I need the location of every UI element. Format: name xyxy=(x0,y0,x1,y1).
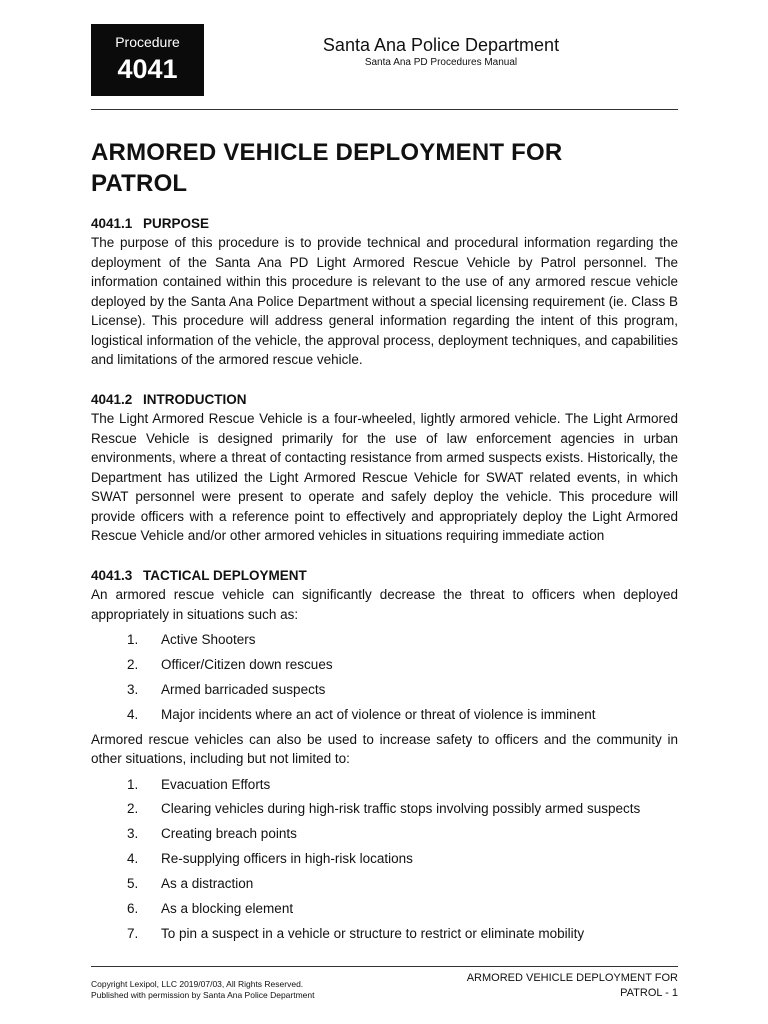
section-tactical-deployment xyxy=(91,566,678,949)
section-number: 4041.1 xyxy=(91,216,133,231)
list-item-text: Active Shooters xyxy=(161,632,256,647)
deployment-situations-list xyxy=(91,630,678,724)
list-item xyxy=(91,824,678,843)
list-item-number: 5. xyxy=(127,876,139,892)
other-uses-list xyxy=(91,775,678,943)
permission-text: Published with permission by Santa Ana Police Department xyxy=(91,990,315,1000)
list-item xyxy=(91,874,678,893)
section-heading xyxy=(91,566,678,585)
list-item-number: 3. xyxy=(127,681,139,697)
section-paragraph: The purpose of this procedure is to provide technical and procedural information regarding the deployment of the Santa Ana PD Light Armored Rescue Vehicle by Patrol personnel. The information contained within this procedure is relevant to the use of any armored rescue vehicle deployed by the Santa Ana Police Department without a special licensing requirement (ie. Class B License). This procedure will address general information regarding the intent of this program, logistical information of the vehicle, the approval process, deployment techniques, and capabilities and limitations of the armored rescue vehicle. xyxy=(91,235,678,367)
list-item xyxy=(91,849,678,868)
section-introduction xyxy=(91,390,678,546)
procedure-badge xyxy=(91,24,204,96)
section-paragraph: The Light Armored Rescue Vehicle is a four-wheeled, lightly armored vehicle. The Light Armored Rescue Vehicle is designed primarily for the use of law enforcement agencies in urban environments, where a threat of contacting resistance from armed suspects exists. Historically, the Department has utilized the Light Armored Rescue Vehicle for SWAT related events, in which SWAT personnel were present to operate and safely deploy the vehicle. This procedure will provide officers with a reference point to effectively and appropriately deploy the Light Armored Rescue Vehicle and/or other armored vehicles in situations requiring immediate action xyxy=(91,411,678,543)
list-item-number: 2. xyxy=(127,801,139,817)
list-item xyxy=(91,705,678,724)
list-item-text: Officer/Citizen down rescues xyxy=(161,656,333,672)
section-number: 4041.2 xyxy=(91,392,133,407)
list-item-number: 2. xyxy=(127,656,139,672)
footer-divider xyxy=(91,966,678,967)
list-item-number: 1. xyxy=(127,632,139,647)
procedure-label: Procedure xyxy=(115,34,180,50)
list-item-text: As a blocking element xyxy=(161,901,294,917)
list-item-text: Clearing vehicles during high-risk traffic stops involving possibly armed suspects xyxy=(161,801,641,817)
list-item xyxy=(91,924,678,943)
footer-title: ARMORED VEHICLE DEPLOYMENT FOR xyxy=(466,972,678,984)
list-item-number: 3. xyxy=(127,826,139,842)
list-item xyxy=(91,680,678,699)
title-line-1: ARMORED VEHICLE DEPLOYMENT FOR xyxy=(91,139,563,166)
list-item-text: Re-supplying officers in high-risk locations xyxy=(161,851,413,867)
section-title: PURPOSE xyxy=(143,216,210,231)
list-item-number: 4. xyxy=(127,706,139,722)
footer-page-label xyxy=(467,971,678,1001)
list-item-text: Major incidents where an act of violence or threat of violence is imminent xyxy=(161,706,596,722)
title-line-2: PATROL xyxy=(91,170,188,197)
list-item-number: 7. xyxy=(127,925,139,941)
list-item xyxy=(91,630,678,649)
section-heading xyxy=(91,390,678,409)
section-title: TACTICAL DEPLOYMENT xyxy=(143,568,307,583)
list-item xyxy=(91,655,678,674)
section-paragraph-2: Armored rescue vehicles can also be used to increase safety to officers and the community in other situations, including but not limited to: xyxy=(91,731,678,767)
list-item-number: 1. xyxy=(127,776,139,792)
list-item xyxy=(91,899,678,918)
section-paragraph: An armored rescue vehicle can significantly decrease the threat to officers when deployed appropriately in situations such as: xyxy=(91,587,678,622)
section-purpose xyxy=(91,214,678,370)
list-item-text: Evacuation Efforts xyxy=(161,776,271,792)
list-item xyxy=(91,775,678,794)
list-item-text: To pin a suspect in a vehicle or structure to restrict or eliminate mobility xyxy=(161,925,585,941)
list-item xyxy=(91,799,678,818)
footer-page-number: PATROL - 1 xyxy=(620,987,678,999)
list-item-number: 4. xyxy=(127,851,139,867)
section-number: 4041.3 xyxy=(91,568,133,583)
list-item-text: Armed barricaded suspects xyxy=(161,681,326,697)
manual-name: Santa Ana PD Procedures Manual xyxy=(364,57,518,68)
list-item-text: As a distraction xyxy=(161,876,254,892)
footer-copyright xyxy=(91,979,314,1001)
department-name: Santa Ana Police Department xyxy=(322,35,560,55)
list-item-number: 6. xyxy=(127,901,139,917)
header-divider xyxy=(91,109,678,110)
page-title xyxy=(91,137,678,199)
section-title: INTRODUCTION xyxy=(143,392,247,407)
section-heading xyxy=(91,214,678,233)
procedure-number: 4041 xyxy=(117,54,178,84)
copyright-text: Copyright Lexipol, LLC 2019/07/03, All Rights Reserved. xyxy=(91,979,304,989)
list-item-text: Creating breach points xyxy=(161,826,297,842)
